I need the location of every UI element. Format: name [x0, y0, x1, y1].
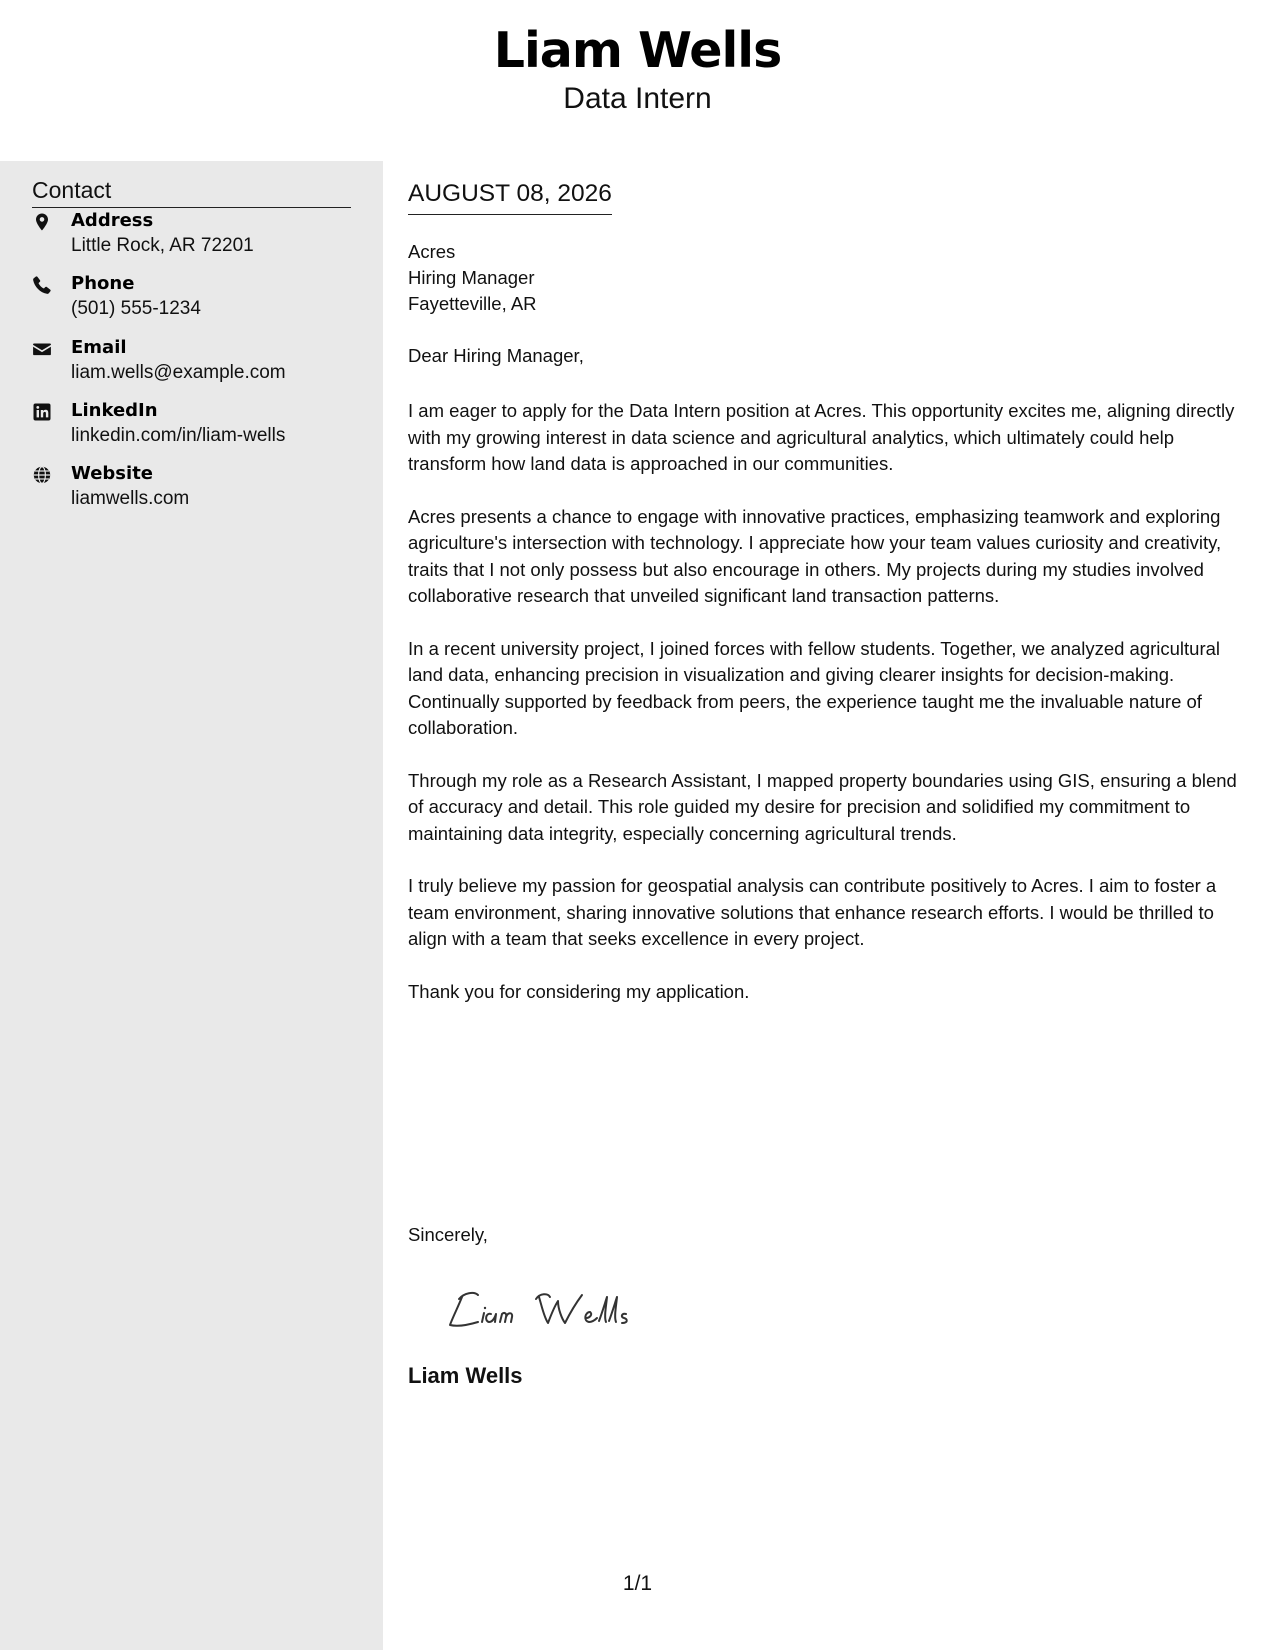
contact-label: Email	[71, 337, 127, 358]
applicant-name: Liam Wells	[493, 22, 782, 79]
contact-value: linkedin.com/in/liam-wells	[71, 425, 286, 446]
contact-item-phone	[32, 273, 362, 329]
recipient-block	[408, 239, 537, 317]
applicant-title: Data Intern	[563, 82, 712, 115]
signer-name: Liam Wells	[408, 1363, 523, 1388]
contact-value: (501) 555-1234	[71, 298, 201, 319]
contact-value: liam.wells@example.com	[71, 362, 286, 383]
contact-value: liamwells.com	[71, 488, 190, 509]
page-number	[0, 1572, 1275, 1596]
page-number-text: 1/1	[622, 1572, 653, 1595]
contact-item-address	[32, 210, 362, 266]
contact-value: Little Rock, AR 72201	[71, 235, 254, 256]
letter-paragraphs	[408, 398, 1246, 1031]
contact-label: Phone	[71, 273, 135, 294]
recipient-company: Acres	[408, 241, 456, 262]
envelope-icon	[32, 339, 54, 361]
contact-section-title: Contact	[32, 177, 351, 208]
contact-label: Address	[71, 210, 154, 231]
linkedin-icon	[32, 402, 54, 424]
paragraph: In a recent university project, I joined forces with fellow students. Together, we analyzed agricultural land data, enhancing precision in visualization and giving clearer insights for decision-making. Continually supported by feedback from peers, the experience taught me the invaluable nature of collaboration.	[408, 637, 1221, 738]
contact-item-linkedin	[32, 400, 362, 456]
paragraph: Acres presents a chance to engage with innovative practices, emphasizing teamwork and exploring agriculture's intersection with technology. I appreciate how your team values curiosity and creativity, traits that I not only possess but also encourage in others. My projects during my studies involved collaborative research that unveiled significant land transaction patterns.	[408, 505, 1222, 606]
paragraph: Through my role as a Research Assistant, I mapped property boundaries using GIS, ensuring a blend of accuracy and detail. This role guided my desire for precision and solidified my commitment to maintaining data integrity, especially concerning agricultural trends.	[408, 769, 1237, 844]
letter-date: AUGUST 08, 2026	[408, 180, 612, 215]
map-pin-icon	[32, 212, 54, 234]
sidebar	[0, 161, 383, 1650]
paragraph: I am eager to apply for the Data Intern position at Acres. This opportunity excites me, aligning directly with my growing interest in data science and agricultural analytics, which ultimately could help transform how land data is approached in our communities.	[408, 400, 1235, 474]
paragraph: Thank you for considering my application.	[408, 980, 750, 1002]
closing: Sincerely,	[408, 1224, 488, 1245]
contact-label: Website	[71, 463, 154, 484]
contact-label: LinkedIn	[71, 400, 158, 421]
contact-item-email	[32, 337, 362, 393]
recipient-role: Hiring Manager	[408, 267, 535, 288]
paragraph: I truly believe my passion for geospatial analysis can contribute positively to Acres. I aim to foster a team environment, sharing innovative solutions that enhance research efforts. I would be thrilled to align with a team that seeks excellence in every project.	[408, 875, 1217, 949]
greeting: Dear Hiring Manager,	[408, 345, 584, 366]
recipient-location: Fayetteville, AR	[408, 293, 537, 314]
contact-item-website	[32, 463, 362, 519]
globe-icon	[32, 465, 54, 487]
phone-icon	[32, 275, 54, 297]
header	[0, 0, 1275, 161]
handwritten-signature	[444, 1277, 654, 1337]
